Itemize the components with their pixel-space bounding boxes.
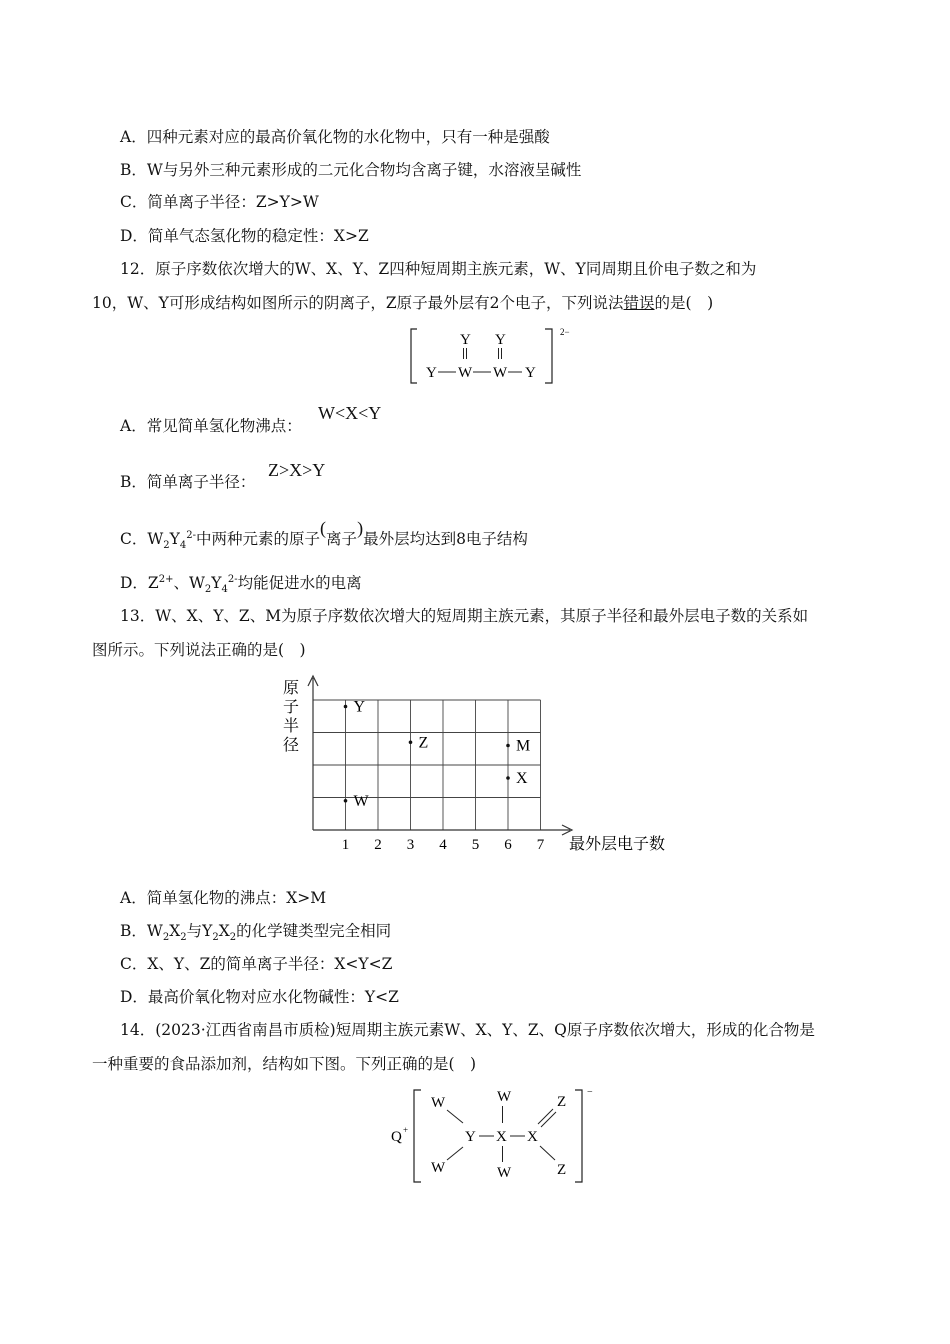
data-point-m	[506, 744, 510, 748]
q11-option-c: C．简单离子半径：Z>Y>W	[120, 193, 319, 211]
ylabel-char-3: 半	[283, 718, 300, 735]
q12-stem-line2: 10，W、Y可形成结构如图所示的阴离子，Z原子最外层有2个电子，下列说法错误的是( )	[92, 294, 714, 312]
x-tick-label: 1	[341, 837, 350, 853]
x-tick-label: 3	[406, 837, 415, 853]
chart-grid	[313, 700, 541, 830]
svg-text:W: W	[458, 365, 473, 381]
q14-compound-structure	[385, 1084, 600, 1188]
data-point-z	[409, 740, 413, 744]
q12-option-d: D．$Z^{2+}$、$W_2Y_4^{2-}$均能促进水的电离	[120, 573, 362, 596]
ylabel-char-2: 子	[283, 699, 300, 716]
ylabel-char-4: 径	[283, 737, 300, 754]
svg-text:+: +	[403, 1125, 409, 1135]
q12-anion-structure	[405, 325, 585, 387]
data-label-m: M	[516, 737, 531, 755]
svg-text:Z: Z	[557, 1162, 567, 1178]
q12-option-b: B．简单离子半径：	[120, 473, 256, 491]
svg-text:Y: Y	[495, 332, 506, 348]
svg-text:X: X	[496, 1129, 507, 1145]
x-tick-label: 4	[439, 837, 447, 853]
q12-option-b-value: Z>X>Y	[268, 460, 326, 480]
q13-option-d: D．最高价氧化物对应水化物碱性：Y<Z	[120, 988, 399, 1006]
svg-text:2−: 2−	[560, 327, 570, 337]
svg-text:W: W	[497, 1089, 512, 1105]
svg-text:Y: Y	[465, 1129, 476, 1145]
q14-stem-line1: 14．(2023·江西省南昌市质检)短周期主族元素W、X、Y、Z、Q原子序数依次增大，形成的化合物是	[120, 1021, 815, 1039]
ylabel-char-1: 原	[283, 680, 300, 697]
x-tick-label: 5	[471, 837, 480, 853]
q12-option-a-value: W<X<Y	[318, 403, 382, 423]
svg-text:−: −	[587, 1087, 593, 1098]
x-tick-label: 7	[536, 837, 545, 853]
svg-text:W: W	[431, 1160, 446, 1176]
q11-option-d: D．简单气态氢化物的稳定性：X>Z	[120, 227, 369, 245]
q12-underlined-word: 错误	[623, 294, 655, 312]
q13-option-a: A．简单氢化物的沸点：X>M	[120, 889, 327, 907]
q13-stem-line2: 图所示。下列说法正确的是( )	[92, 641, 306, 659]
svg-text:Y: Y	[525, 365, 536, 381]
svg-text:W: W	[431, 1095, 446, 1111]
svg-text:X: X	[527, 1129, 538, 1145]
data-point-y	[344, 705, 348, 709]
data-label-y: Y	[353, 698, 366, 716]
data-point-w	[344, 799, 348, 803]
q12-option-a: A．常见简单氢化物沸点：	[120, 417, 302, 435]
q13-option-c: C．X、Y、Z的简单离子半径：X<Y<Z	[120, 955, 393, 973]
q12-stem-line1: 12．原子序数依次增大的W、X、Y、Z四种短周期主族元素，W、Y同周期且价电子数之和为	[120, 260, 757, 278]
svg-text:W: W	[497, 1165, 512, 1181]
svg-text:Y: Y	[426, 365, 437, 381]
q14-stem-line2: 一种重要的食品添加剂，结构如下图。下列正确的是( )	[92, 1055, 477, 1073]
q13-option-b: B．$W_2X_2$与$Y_2X_2$的化学键类型完全相同	[120, 922, 392, 944]
svg-text:W: W	[493, 365, 508, 381]
q12-option-c: C．$W_2Y_4^{2-}$中两种元素的原子(离子)最外层均达到8电子结构	[120, 518, 528, 552]
x-tick-label: 6	[504, 837, 512, 853]
q13-radius-chart	[278, 672, 698, 862]
xlabel: 最外层电子数	[569, 836, 666, 853]
svg-text:Y: Y	[460, 332, 471, 348]
data-point-x	[506, 776, 510, 780]
svg-text:Q: Q	[391, 1129, 402, 1145]
svg-text:Z: Z	[557, 1094, 567, 1110]
data-label-w: W	[353, 792, 369, 810]
data-label-x: X	[516, 770, 528, 787]
q11-option-a: A．四种元素对应的最高价氧化物的水化物中，只有一种是强酸	[120, 128, 550, 146]
q13-stem-line1: 13．W、X、Y、Z、M为原子序数依次增大的短周期主族元素，其原子半径和最外层电子数的关系如	[120, 607, 809, 625]
q11-option-b: B．W与另外三种元素形成的二元化合物均含离子键，水溶液呈碱性	[120, 161, 582, 179]
x-tick-label: 2	[374, 837, 382, 853]
data-label-z: Z	[418, 734, 429, 752]
